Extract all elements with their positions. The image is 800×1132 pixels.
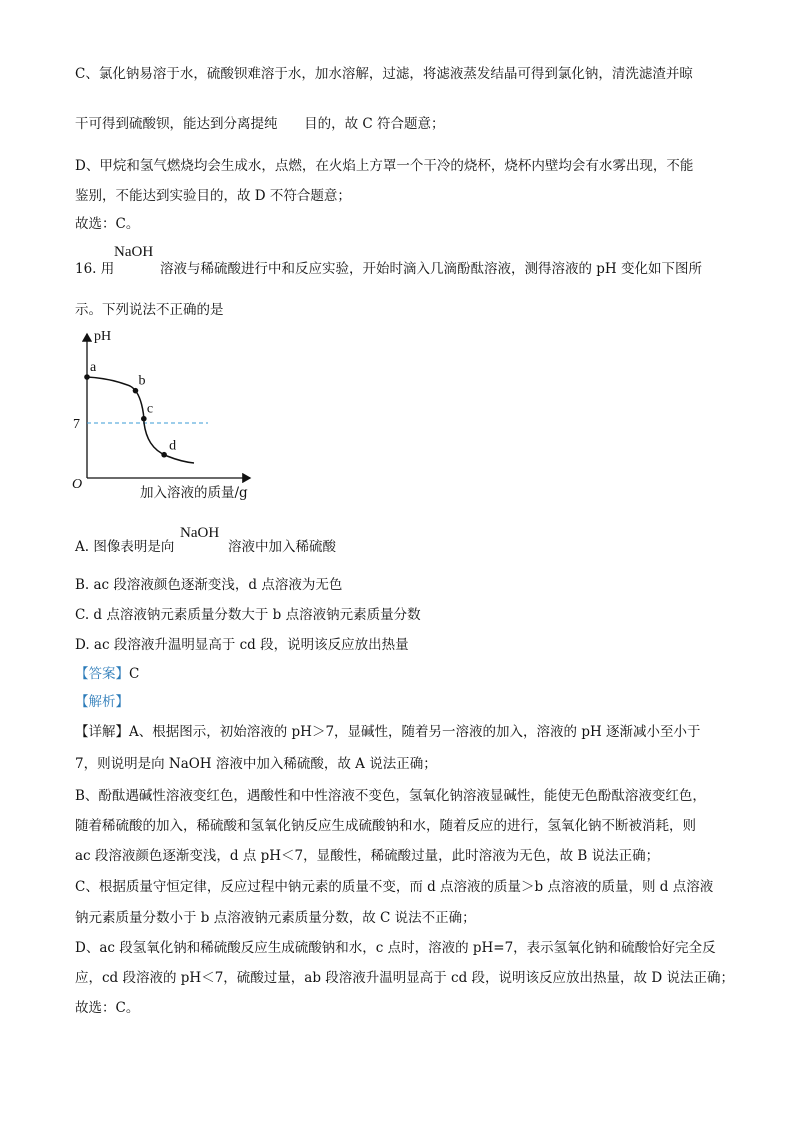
detail-line8: D、ac 段氢氧化钠和稀硫酸反应生成硫酸钠和水，c 点时，溶液的 pH=7，表示氢氧化钠和硫酸恰好完全反 xyxy=(75,940,716,956)
answer-line xyxy=(75,664,740,684)
option-b: B. ac 段溶液颜色逐渐变浅，d 点溶液为无色 xyxy=(75,577,343,593)
question-16-number: 16. 用 xyxy=(75,261,115,277)
answer-value: C xyxy=(129,666,140,682)
origin-label: O xyxy=(72,477,83,492)
paragraph-d-line2: 鉴别，不能达到实验目的，故 D 不符合题意； xyxy=(75,188,351,204)
option-a-prefix: A. 图像表明是向 xyxy=(75,539,175,555)
point-label-b: b xyxy=(138,373,146,389)
answer-tag: 【答案】 xyxy=(75,666,129,682)
analysis-tag: 【解析】 xyxy=(75,694,129,710)
point-label-d: d xyxy=(169,438,177,454)
previous-choice: 故选：C。 xyxy=(75,216,140,232)
option-c: C. d 点溶液钠元素质量分数大于 b 点溶液钠元素质量分数 xyxy=(75,607,421,623)
question-formula-naoh: NaOH xyxy=(114,244,154,260)
paragraph-c-line2 xyxy=(75,114,740,134)
detail-line2: 7，则说明是向 NaOH 溶液中加入稀硫酸，故 A 说法正确； xyxy=(75,756,437,772)
detail-line3: B、酚酞遇碱性溶液变红色，遇酸性和中性溶液不变色，氢氧化钠溶液显碱性，能使无色酚酞溶液变红色， xyxy=(75,788,706,804)
detail-line10: 故选：C。 xyxy=(75,1000,140,1016)
paragraph-c-line2-a: 干可得到硫酸钡，能达到分离提纯 xyxy=(75,116,278,132)
detail-line6: C、根据质量守恒定律，反应过程中钠元素的质量不变，而 d 点溶液的质量＞b 点溶液的质量，则 d 点溶液 xyxy=(75,879,714,895)
point-b xyxy=(133,388,139,394)
point-d xyxy=(161,452,167,458)
option-a-formula-naoh: NaOH xyxy=(180,525,220,541)
option-a-suffix: 溶液中加入稀硫酸 xyxy=(228,539,336,555)
option-d: D. ac 段溶液升温明显高于 cd 段，说明该反应放出热量 xyxy=(75,637,409,653)
detail-line5: ac 段溶液颜色逐渐变浅，d 点 pH＜7，显酸性，稀硫酸过量，此时溶液为无色，故 B 说法正确； xyxy=(75,848,660,864)
detail-line4: 随着稀硫酸的加入，稀硫酸和氢氧化钠反应生成硫酸钠和水，随着反应的进行，氢氧化钠不断被消耗，则 xyxy=(75,818,696,834)
question-16-text-line1: 溶液与稀硫酸进行中和反应实验，开始时滴入几滴酚酞溶液，测得溶液的 pH 变化如下图所 xyxy=(160,261,702,277)
ph-change-chart xyxy=(62,326,282,506)
paragraph-d-line1: D、甲烷和氢气燃烧均会生成水，点燃，在火焰上方罩一个干冷的烧杯，烧杯内壁均会有水雾出现，不能 xyxy=(75,158,694,174)
detail-line9: 应，cd 段溶液的 pH＜7，硫酸过量，ab 段溶液升温明显高于 cd 段，说明该反应放出热量，故 D 说法正确； xyxy=(75,970,734,986)
point-label-c: c xyxy=(146,401,154,417)
point-a xyxy=(84,374,90,380)
point-c xyxy=(141,416,147,422)
x-axis-label: 加入溶液的质量/g xyxy=(140,485,248,501)
point-label-a: a xyxy=(90,360,97,375)
ph-curve xyxy=(87,377,194,463)
detail-line7: 钠元素质量分数小于 b 点溶液钠元素质量分数，故 C 说法不正确； xyxy=(75,910,476,926)
paragraph-c-line1: C、氯化钠易溶于水，硫酸钡难溶于水，加水溶解，过滤，将滤液蒸发结晶可得到氯化钠，清洗滤渣并晾 xyxy=(75,66,693,82)
y-axis-label: pH xyxy=(94,329,112,344)
detail-line1 xyxy=(75,722,740,742)
reference-tick-label: 7 xyxy=(73,417,80,432)
detail-tag: 【详解】 xyxy=(75,724,129,740)
paragraph-c-line2-b: 目的，故 C 符合题意； xyxy=(304,116,445,132)
question-16-text-line2: 示。下列说法不正确的是 xyxy=(75,302,224,318)
detail-line1-text: A、根据图示，初始溶液的 pH＞7，显碱性，随着另一溶液的加入，溶液的 pH 逐渐减小至小于 xyxy=(129,724,701,740)
